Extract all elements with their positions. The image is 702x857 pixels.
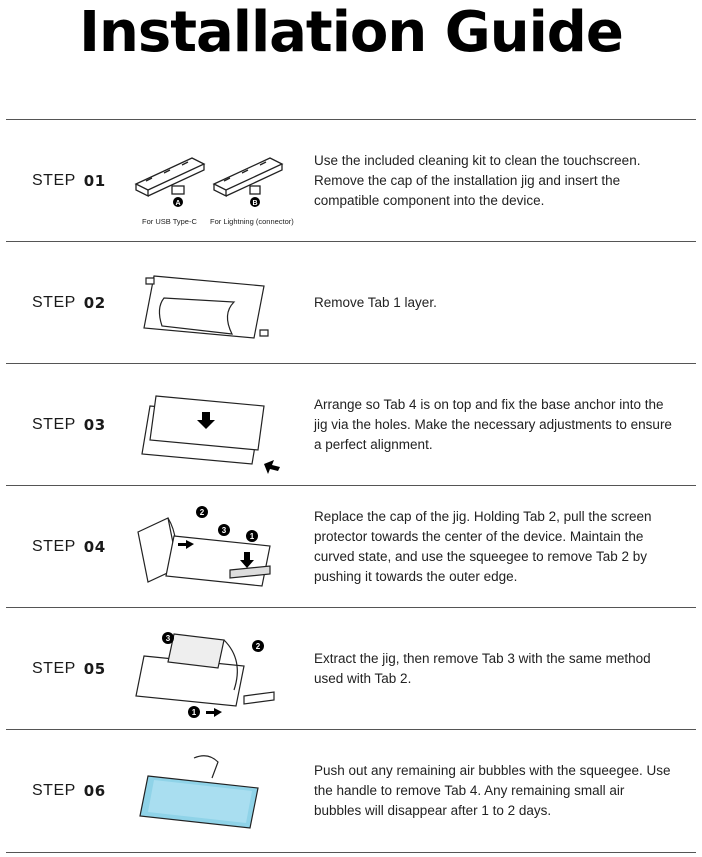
squeegee-tab2-illustration <box>124 492 304 602</box>
finished-screen-illustration <box>124 736 304 846</box>
step-description: Remove Tab 1 layer. <box>314 295 437 310</box>
step-description: Push out any remaining air bubbles with the squeegee. Use the handle to remove Tab 4. Any remaining small air bubbles will disappear after 1 to 2 days. <box>314 763 671 818</box>
marker-1: 1 <box>191 708 197 717</box>
marker-2: 2 <box>199 508 205 517</box>
marker-3: 3 <box>221 526 227 535</box>
page-title: Installation Guide <box>79 0 623 65</box>
step-label <box>32 608 106 730</box>
step-row-06 <box>6 729 696 853</box>
step-description: Arrange so Tab 4 is on top and fix the base anchor into the jig via the holes. Make the necessary adjustments to ensure a perfect alignment. <box>314 397 672 452</box>
extract-jig-illustration <box>124 614 304 724</box>
step-word: STEP <box>32 172 76 189</box>
step-description: Use the included cleaning kit to clean the touchscreen. Remove the cap of the installation jig and insert the compatible component into the device. <box>314 153 641 208</box>
step-word: STEP <box>32 538 76 555</box>
marker-b: B <box>252 200 258 207</box>
push-arrow-icon <box>264 460 280 474</box>
step-word: STEP <box>32 416 76 433</box>
step-row-04 <box>6 485 696 608</box>
step-row-05 <box>6 607 696 730</box>
step-description: Extract the jig, then remove Tab 3 with the same method used with Tab 2. <box>314 651 651 686</box>
step-number: 02 <box>83 294 106 312</box>
left-arrow-icon <box>206 708 222 717</box>
align-device-illustration <box>124 370 304 480</box>
remove-tab1-illustration <box>124 248 304 358</box>
step-number: 06 <box>83 782 106 800</box>
step-number: 01 <box>83 172 106 190</box>
step-word: STEP <box>32 660 76 677</box>
step-row-03 <box>6 363 696 486</box>
step-row-02 <box>6 241 696 364</box>
step-number: 04 <box>83 538 106 556</box>
step-label <box>32 120 106 242</box>
step-word: STEP <box>32 294 76 311</box>
step-number: 05 <box>83 660 106 678</box>
step-word: STEP <box>32 782 76 799</box>
caption-usb-c: For USB Type-C <box>142 217 197 226</box>
marker-3: 3 <box>165 634 171 643</box>
marker-1: 1 <box>249 532 255 541</box>
marker-2: 2 <box>255 642 261 651</box>
step-label <box>32 364 106 486</box>
jig-components-illustration <box>124 126 304 236</box>
step-label <box>32 486 106 608</box>
caption-lightning: For Lightning (connector) <box>210 217 294 226</box>
step-description: Replace the cap of the jig. Holding Tab 2, pull the screen protector towards the center of the device. Maintain the curved state, and use the squeegee to remove Tab 2 by pushing it towards the outer edge. <box>314 509 652 584</box>
step-row-01 <box>6 119 696 242</box>
step-label <box>32 730 106 852</box>
marker-a: A <box>175 200 181 207</box>
step-number: 03 <box>83 416 106 434</box>
step-label <box>32 242 106 364</box>
